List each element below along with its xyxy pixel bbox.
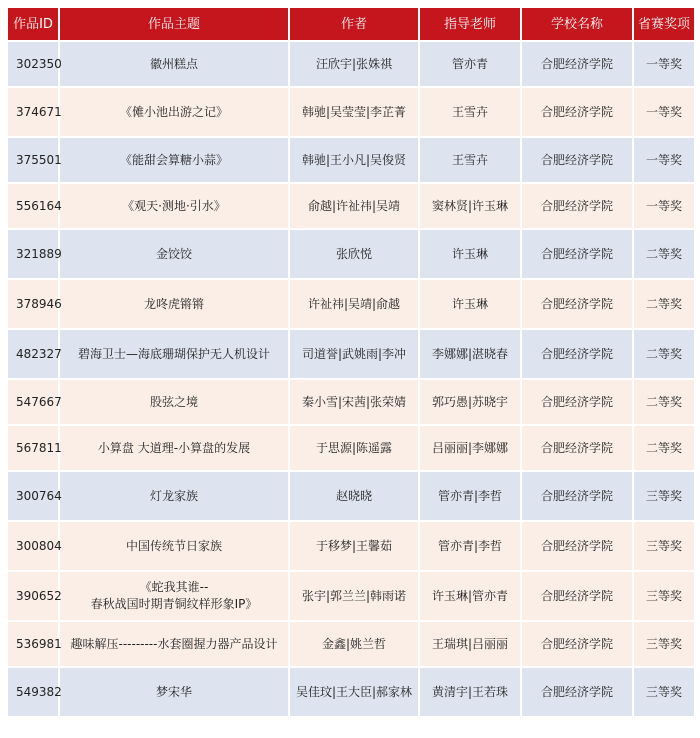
- table-row: [7, 329, 695, 379]
- cell-authors: 金鑫|姚兰哲: [289, 621, 419, 667]
- table-row: [7, 279, 695, 329]
- cell-school: 合肥经济学院: [521, 329, 633, 379]
- cell-school: 合肥经济学院: [521, 137, 633, 183]
- cell-school: 合肥经济学院: [521, 41, 633, 87]
- header-school: 学校名称: [521, 7, 633, 41]
- cell-award: 一等奖: [633, 137, 695, 183]
- cell-advisor: 管亦青|李哲: [419, 471, 521, 521]
- cell-work-title: 金饺饺: [59, 229, 289, 279]
- cell-school: 合肥经济学院: [521, 279, 633, 329]
- cell-work-id: 482327: [7, 329, 59, 379]
- cell-work-title: 梦宋华: [59, 667, 289, 717]
- cell-advisor: 王雪卉: [419, 137, 521, 183]
- cell-school: 合肥经济学院: [521, 621, 633, 667]
- cell-award: 三等奖: [633, 521, 695, 571]
- cell-work-id: 321889: [7, 229, 59, 279]
- cell-award: 三等奖: [633, 667, 695, 717]
- table-row: [7, 667, 695, 717]
- cell-award: 三等奖: [633, 471, 695, 521]
- cell-authors: 于思源|陈遥露: [289, 425, 419, 471]
- cell-authors: 许祉祎|吴靖|俞越: [289, 279, 419, 329]
- cell-work-title: 股弦之境: [59, 379, 289, 425]
- cell-school: 合肥经济学院: [521, 87, 633, 137]
- header-authors: 作者: [289, 7, 419, 41]
- cell-work-id: 549382: [7, 667, 59, 717]
- cell-work-id: 390652: [7, 571, 59, 621]
- cell-work-title: 《蛇我其谁-- 春秋战国时期青铜纹样形象IP》: [59, 571, 289, 621]
- cell-work-title: 小算盘 大道理-小算盘的发展: [59, 425, 289, 471]
- cell-award: 三等奖: [633, 621, 695, 667]
- cell-work-title: 《傩小池出游之记》: [59, 87, 289, 137]
- cell-advisor: 管亦青|李哲: [419, 521, 521, 571]
- cell-authors: 俞越|许祉祎|吴靖: [289, 183, 419, 229]
- cell-advisor: 许玉琳|管亦青: [419, 571, 521, 621]
- table-header-row: [7, 7, 695, 41]
- table-row: [7, 87, 695, 137]
- table-row: [7, 425, 695, 471]
- table-row: [7, 183, 695, 229]
- cell-advisor: 王雪卉: [419, 87, 521, 137]
- cell-school: 合肥经济学院: [521, 379, 633, 425]
- cell-work-id: 300804: [7, 521, 59, 571]
- cell-advisor: 许玉琳: [419, 229, 521, 279]
- cell-work-id: 547667: [7, 379, 59, 425]
- table-row: [7, 571, 695, 621]
- cell-advisor: 李娜娜|湛晓春: [419, 329, 521, 379]
- cell-authors: 韩驰|吴莹莹|李芷菁: [289, 87, 419, 137]
- cell-work-title: 《能甜会算糖小蒜》: [59, 137, 289, 183]
- table-row: [7, 379, 695, 425]
- table-row: [7, 621, 695, 667]
- cell-school: 合肥经济学院: [521, 183, 633, 229]
- cell-work-id: 375501: [7, 137, 59, 183]
- cell-school: 合肥经济学院: [521, 425, 633, 471]
- cell-award: 二等奖: [633, 425, 695, 471]
- cell-advisor: 郭巧愚|苏晓宇: [419, 379, 521, 425]
- table-row: [7, 471, 695, 521]
- cell-advisor: 吕丽丽|李娜娜: [419, 425, 521, 471]
- cell-work-id: 300764: [7, 471, 59, 521]
- cell-advisor: 王瑞琪|吕丽丽: [419, 621, 521, 667]
- table-row: [7, 137, 695, 183]
- cell-advisor: 许玉琳: [419, 279, 521, 329]
- cell-work-title: 中国传统节日家族: [59, 521, 289, 571]
- cell-award: 二等奖: [633, 329, 695, 379]
- cell-work-title: 趣味解压---------水套圈握力器产品设计: [59, 621, 289, 667]
- table-row: [7, 41, 695, 87]
- cell-school: 合肥经济学院: [521, 571, 633, 621]
- cell-work-title: 碧海卫士—海底珊瑚保护无人机设计: [59, 329, 289, 379]
- header-advisor: 指导老师: [419, 7, 521, 41]
- header-work-id: 作品ID: [7, 7, 59, 41]
- cell-authors: 汪欣宇|张姝祺: [289, 41, 419, 87]
- cell-school: 合肥经济学院: [521, 229, 633, 279]
- cell-authors: 张宇|郭兰兰|韩雨诺: [289, 571, 419, 621]
- cell-advisor: 黄清宇|王若珠: [419, 667, 521, 717]
- cell-authors: 吴佳玟|王大臣|郝家林: [289, 667, 419, 717]
- cell-authors: 秦小雪|宋茜|张荣婧: [289, 379, 419, 425]
- cell-award: 二等奖: [633, 229, 695, 279]
- table-row: [7, 521, 695, 571]
- cell-award: 三等奖: [633, 571, 695, 621]
- awards-table: [6, 6, 696, 718]
- cell-authors: 司道誉|武姚雨|李冲: [289, 329, 419, 379]
- cell-work-title: 龙咚虎锵锵: [59, 279, 289, 329]
- cell-award: 二等奖: [633, 379, 695, 425]
- cell-work-id: 567811: [7, 425, 59, 471]
- cell-work-id: 536981: [7, 621, 59, 667]
- cell-award: 一等奖: [633, 87, 695, 137]
- cell-authors: 赵晓晓: [289, 471, 419, 521]
- cell-work-id: 374671: [7, 87, 59, 137]
- cell-work-title: 徽州糕点: [59, 41, 289, 87]
- cell-award: 二等奖: [633, 279, 695, 329]
- cell-work-id: 378946: [7, 279, 59, 329]
- cell-advisor: 管亦青: [419, 41, 521, 87]
- cell-school: 合肥经济学院: [521, 471, 633, 521]
- cell-advisor: 窦林贤|许玉琳: [419, 183, 521, 229]
- cell-work-id: 556164: [7, 183, 59, 229]
- cell-authors: 张欣悦: [289, 229, 419, 279]
- header-work-title: 作品主题: [59, 7, 289, 41]
- table-row: [7, 229, 695, 279]
- cell-school: 合肥经济学院: [521, 521, 633, 571]
- cell-award: 一等奖: [633, 183, 695, 229]
- cell-school: 合肥经济学院: [521, 667, 633, 717]
- cell-work-id: 302350: [7, 41, 59, 87]
- cell-authors: 于移梦|王馨茹: [289, 521, 419, 571]
- cell-work-title: 《观天·测地·引水》: [59, 183, 289, 229]
- cell-authors: 韩驰|王小凡|吴俊贤: [289, 137, 419, 183]
- cell-work-title: 灯龙家族: [59, 471, 289, 521]
- header-award: 省赛奖项: [633, 7, 695, 41]
- cell-award: 一等奖: [633, 41, 695, 87]
